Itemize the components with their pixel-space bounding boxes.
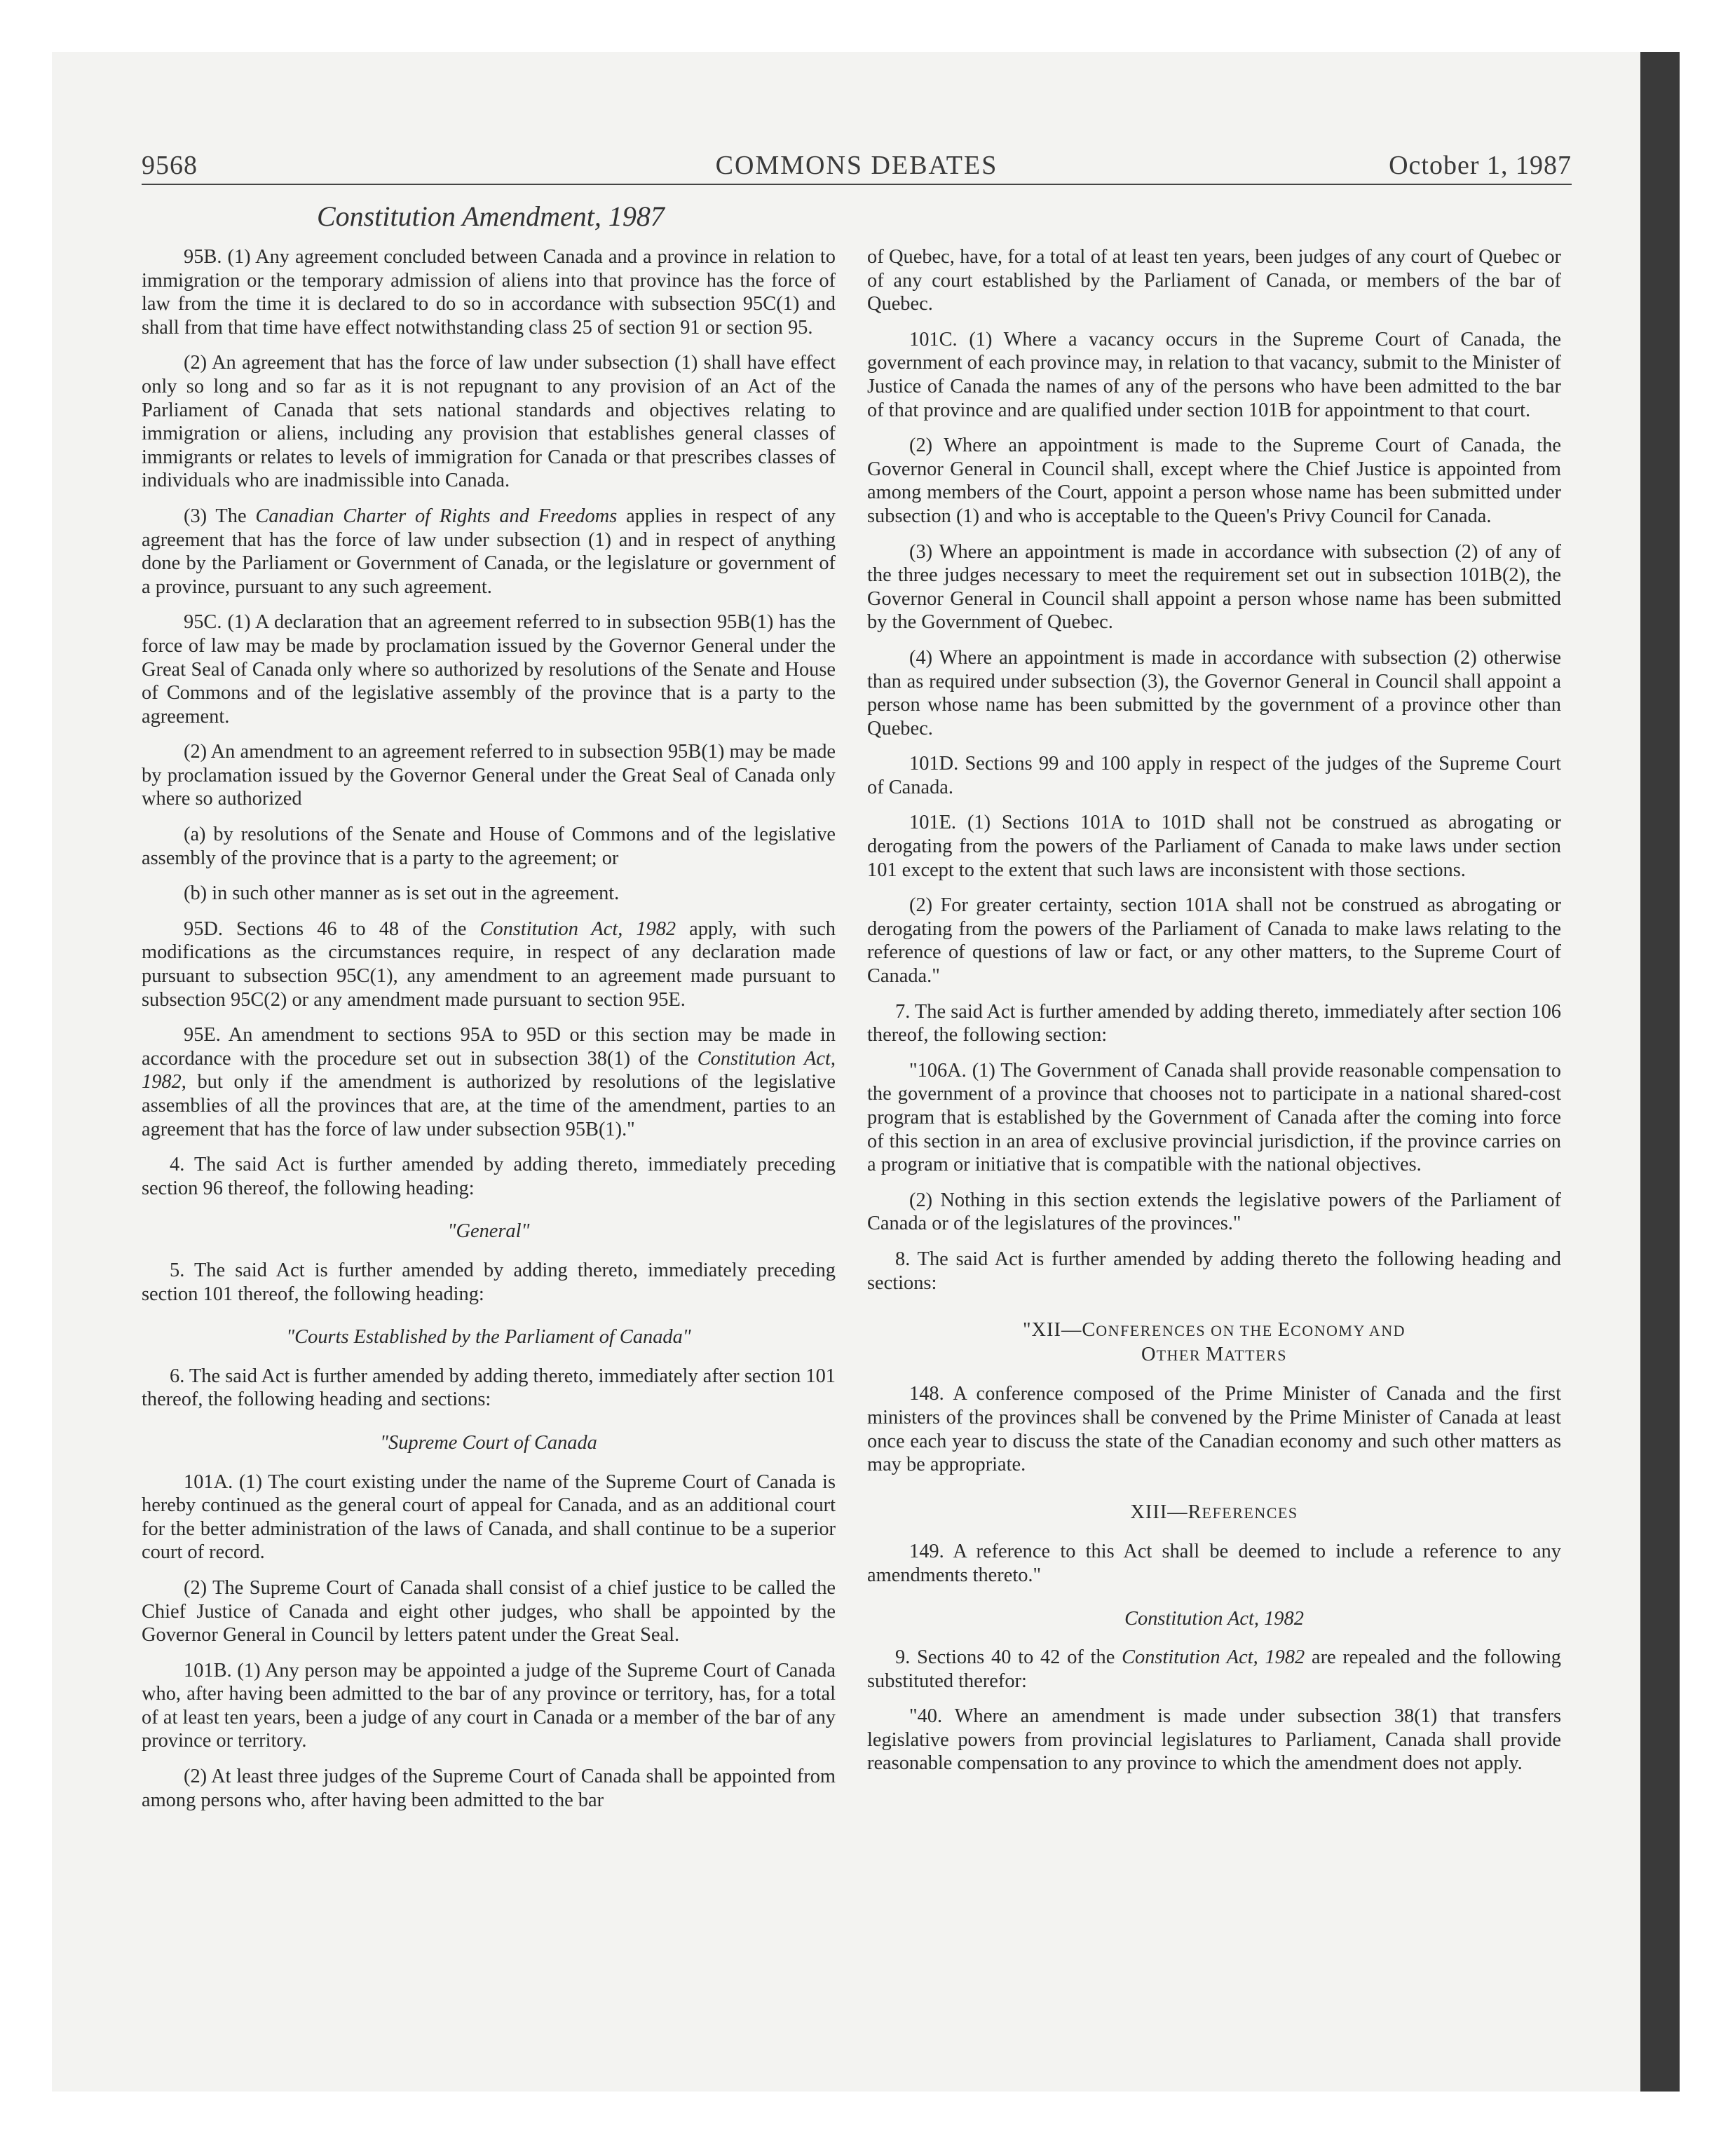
paragraph: "40. Where an amendment is made under subsection 38(1) that transfers legislative powers from provincial legislatures to Parliament, Canada shall provide reasonable compensation to any province to which the amendment does not apply. xyxy=(867,1705,1561,1775)
small-caps-run: ATTERS xyxy=(1224,1346,1287,1364)
section-heading: "Courts Established by the Parliament of Canada" xyxy=(286,1326,691,1349)
amendment-paragraph: 6. The said Act is further amended by adding thereto, immediately after section 101 thereof, the following heading and sections: xyxy=(142,1365,836,1411)
paragraph: 101D. Sections 99 and 100 apply in respect of the judges of the Supreme Court of Canada. xyxy=(867,753,1561,798)
paragraph: 101E. (1) Sections 101A to 101D shall not be construed as abrogating or derogating from the powers of the Parliament of Canada to make laws under section 101 except to the extent that such laws are inconsistent with those sections. xyxy=(867,812,1561,881)
section-heading: "General" xyxy=(447,1220,530,1243)
paragraph: (3) Where an appointment is made in accordance with subsection (2) of any of the three judges necessary to meet the requirement set out in subsection 101B(2), the Governor General in Council shall appoint a person whose name has been submitted by the Government of Quebec. xyxy=(867,540,1561,634)
scan-edge-shadow xyxy=(1640,52,1680,2092)
small-caps-run: EFERENCES xyxy=(1202,1503,1298,1522)
subject-heading: Constitution Amendment, 1987 xyxy=(317,200,665,232)
paragraph: (2) For greater certainty, section 101A shall not be construed as abrogating or derogating from the powers of the Parliament of Canada to make laws relating to the reference of questions of law or fact, or any other matters, to the Supreme Court of Canada." xyxy=(867,894,1561,988)
text-run: (3) The xyxy=(184,505,256,527)
paragraph xyxy=(142,917,836,1011)
amendment-paragraph: 4. The said Act is further amended by adding thereto, immediately preceding section 96 thereof, the following heading: xyxy=(142,1154,836,1199)
paragraph: 149. A reference to this Act shall be deemed to include a reference to any amendments thereto." xyxy=(867,1541,1561,1586)
act-title: Canadian Charter of Rights and Freedoms xyxy=(255,505,618,527)
page-header xyxy=(142,150,1572,185)
paragraph xyxy=(142,1023,836,1141)
paragraph: of Quebec, have, for a total of at least ten years, been judges of any court of Quebec or of any court established by the Parliament of Canada, or members of the bar of Quebec. xyxy=(867,246,1561,315)
amendment-paragraph: 8. The said Act is further amended by adding thereto the following heading and sections: xyxy=(867,1248,1561,1294)
text-run: apply, with such modifications as the circumstances require, in respect of any declaration made pursuant to subsection 95C(1), any amendment to an agreement made pursuant to subsection 95C(2) or any amendment made pursuant to section 95E. xyxy=(142,917,836,1011)
part-heading xyxy=(867,1318,1561,1367)
section-heading: "Supreme Court of Canada xyxy=(380,1431,597,1454)
text-run: , but only if the amendment is authorized by resolutions of the legislative assemblies of all the provinces that are, at the time of the amendment, parties to an agreement that has the force of law under subsection 95B(1)." xyxy=(142,1071,836,1140)
page-date: October 1, 1987 xyxy=(1389,151,1572,180)
paragraph: 95B. (1) Any agreement concluded between Canada and a province in relation to immigration or the temporary admission of aliens into that province has the force of law from the time it is declared to do so in accordance with subsection 95C(1) and shall from that time have effect notwithstanding class 25 of section 91 or section 95. xyxy=(142,246,836,339)
paragraph xyxy=(142,505,836,599)
paragraph: (2) At least three judges of the Supreme Court of Canada shall be appointed from among persons who, after having been admitted to the bar xyxy=(142,1766,836,1811)
small-caps-run: THER xyxy=(1156,1346,1206,1364)
amendment-paragraph xyxy=(867,1646,1561,1693)
text-run: applies in respect of any agreement that has the force of law under subsection (1) and in respect of anything done by the Parliament or Government of Canada, or the legislature or government of a province, pursuant to any such agreement. xyxy=(142,505,836,598)
paragraph: (2) The Supreme Court of Canada shall consist of a chief justice to be called the Chief Justice of Canada and eight other judges, who shall be appointed by the Governor General in Council by letters patent under the Great Seal. xyxy=(142,1576,836,1646)
paragraph: (4) Where an appointment is made in accordance with subsection (2) otherwise than as required under subsection (3), the Governor General in Council shall appoint a person whose name has been submitted by the government of a province other than Quebec. xyxy=(867,646,1561,739)
amendment-paragraph: 5. The said Act is further amended by adding thereto, immediately preceding section 101 thereof, the following heading: xyxy=(142,1259,836,1305)
act-title: Constitution Act, 1982 xyxy=(142,1047,836,1093)
paragraph: (2) An agreement that has the force of law under subsection (1) shall have effect only so long and so far as it is not repugnant to any provision of an Act of the Parliament of Canada that sets national standards and objectives relating to immigration or aliens, including any provision that establishes general classes of immigrants or relates to levels of immigration for Canada or that prescribes classes of individuals who are inadmissible into Canada. xyxy=(142,352,836,492)
text-run: XIII—R xyxy=(1130,1501,1202,1523)
text-run: are repealed and the following substituted therefor: xyxy=(867,1646,1561,1692)
right-column xyxy=(867,245,1561,1787)
publication-title: COMMONS DEBATES xyxy=(715,151,998,180)
text-run: 95D. Sections 46 to 48 of the xyxy=(184,917,480,940)
section-heading: Constitution Act, 1982 xyxy=(1124,1607,1304,1630)
small-caps-run: CONOMY AND xyxy=(1291,1322,1406,1340)
paragraph: (b) in such other manner as is set out in the agreement. xyxy=(184,882,620,905)
amendment-paragraph: 7. The said Act is further amended by adding thereto, immediately after section 106 thereof, the following section: xyxy=(867,1000,1561,1046)
text-run: O xyxy=(1141,1343,1157,1365)
text-run: E xyxy=(1277,1319,1291,1342)
paragraph: 101B. (1) Any person may be appointed a judge of the Supreme Court of Canada who, after having been admitted to the bar of any province or territory, has, for a total of at least ten years, been a judge of any court in Canada or a member of the bar of any province or territory. xyxy=(142,1659,836,1752)
left-column xyxy=(142,245,836,1824)
page-number: 9568 xyxy=(142,151,198,180)
paragraph: (a) by resolutions of the Senate and House of Commons and of the legislative assembly of the province that is a party to the agreement; or xyxy=(142,824,836,869)
paragraph: (2) Where an appointment is made to the Supreme Court of Canada, the Governor General in Council shall, except where the Chief Justice is appointed from among members of the Court, appoint a person whose name has been submitted under subsection (1) and who is acceptable to the Queen's Privy Council for Canada. xyxy=(867,435,1561,527)
act-title: Constitution Act, 1982 xyxy=(479,917,676,940)
paragraph: 95C. (1) A declaration that an agreement referred to in subsection 95B(1) has the force of law may be made by proclamation issued by the Governor General under the Great Seal of Canada only where so authorized by resolutions of the Senate and House of Commons and of the legislative assembly of the province that is a party to the agreement. xyxy=(142,611,836,728)
act-title: Constitution Act, 1982 xyxy=(1122,1646,1305,1669)
header-rule xyxy=(142,184,1572,185)
text-run: M xyxy=(1206,1343,1225,1365)
paragraph: 101A. (1) The court existing under the name of the Supreme Court of Canada is hereby continued as the general court of appeal for Canada, and as an additional court for the better administration of the laws of Canada, and shall continue to be a superior court of record. xyxy=(142,1471,836,1564)
paragraph: (2) An amendment to an agreement referred to in subsection 95B(1) may be made by proclamation issued by the Governor General under the Great Seal of Canada only where so authorized xyxy=(142,741,836,810)
text-run: 9. Sections 40 to 42 of the xyxy=(895,1646,1122,1669)
text-run: "XII—C xyxy=(1022,1319,1096,1342)
paragraph: 148. A conference composed of the Prime Minister of Canada and the first ministers of the provinces shall be convened by the Prime Minister of Canada at least once each year to discuss the state of the Canadian economy and such other matters as may be appropriate. xyxy=(867,1383,1561,1476)
paragraph: 101C. (1) Where a vacancy occurs in the Supreme Court of Canada, the government of each province may, in relation to that vacancy, submit to the Minister of Justice of Canada the names of any of the persons who have been admitted to the bar of that province and are qualified under section 101B for appointment to that court. xyxy=(867,328,1561,421)
text-run: 95E. An amendment to sections 95A to 95D or this section may be made in accordance with the procedure set out in subsection 38(1) of the xyxy=(142,1024,836,1070)
paragraph: (2) Nothing in this section extends the legislative powers of the Parliament of Canada or of the legislatures of the provinces." xyxy=(867,1189,1561,1235)
small-caps-run: ONFERENCES ON THE xyxy=(1096,1322,1278,1340)
paragraph: "106A. (1) The Government of Canada shall provide reasonable compensation to the government of a province that chooses not to participate in a national shared-cost program that is established by the Government of Canada after the coming into force of this section in an area of exclusive provincial jurisdiction, if the province carries on a program or initiative that is compatible with the national objectives. xyxy=(867,1059,1561,1176)
part-heading xyxy=(867,1501,1561,1525)
